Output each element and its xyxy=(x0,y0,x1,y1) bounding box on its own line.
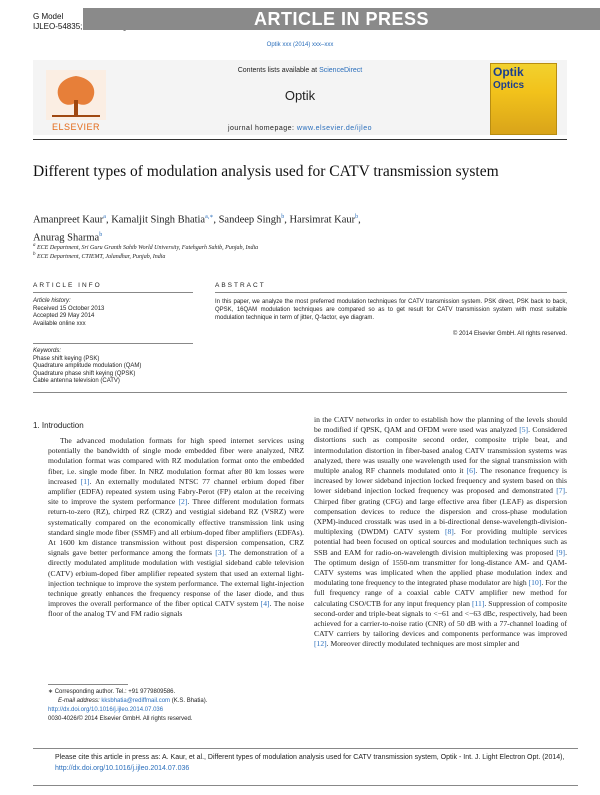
article-code: IJLEO-54835; xyxy=(33,22,83,31)
abstract-bottom-rule xyxy=(33,392,567,393)
body-left-column xyxy=(48,436,304,620)
citation-link[interactable]: [1] xyxy=(80,476,90,486)
cover-subtitle: Optics xyxy=(493,80,525,91)
citation-link[interactable]: [9] xyxy=(556,547,566,557)
author-separator: , xyxy=(358,214,361,226)
received-date: Received 15 October 2013 xyxy=(33,305,105,312)
doi-link[interactable]: http://dx.doi.org/10.1016/j.ijleo.2014.07.036 xyxy=(48,707,164,713)
footnote-rule xyxy=(48,684,128,685)
body-text: . The optimum design of 1550-nm transmitter for long-distance AM- and QAM-CATV systems was implicated when the applied phase modulation index and modulating tone frequency to the integrated phase modulator are high xyxy=(314,547,567,588)
body-text: . For providing multiple services potential had been focused on optical sources and modulation techniques such as SSB and EAM for radio-on-wavelength division multiplexing was proposed xyxy=(314,527,567,557)
elsevier-tree-logo xyxy=(46,70,106,120)
author-list xyxy=(33,210,553,245)
body-right-column xyxy=(314,415,567,650)
author-affil-mark[interactable]: b xyxy=(99,231,103,238)
author-name: Amanpreet Kaur xyxy=(33,214,104,226)
info-rule xyxy=(33,343,193,344)
sciencedirect-link[interactable]: ScienceDirect xyxy=(319,67,363,74)
citation-link[interactable]: [5] xyxy=(519,425,529,435)
keyword-item: Phase shift keying (PSK) xyxy=(33,355,100,362)
keywords-label: Keywords: xyxy=(33,348,62,354)
email-suffix: (K.S. Bhatia). xyxy=(170,698,208,704)
homepage-prefix: journal homepage: xyxy=(227,125,297,132)
abstract-copyright: © 2014 Elsevier GmbH. All rights reserved. xyxy=(452,331,567,337)
affiliation-b xyxy=(33,251,553,261)
email-label: E-mail address: xyxy=(58,698,102,704)
citation-link[interactable]: [4] xyxy=(260,599,270,609)
issn-line: 0030-4026/© 2014 Elsevier GmbH. All rights reserved. xyxy=(48,716,193,722)
keyword-item: Quadrature phase shift keying (QPSK) xyxy=(33,370,136,377)
author-affil-mark[interactable]: a,∗ xyxy=(205,214,214,220)
affil-text: ECE Department, CTIEMT, Jalandhar, Punjab, India xyxy=(35,254,166,260)
journal-homepage-line xyxy=(120,125,480,132)
article-info-heading: ARTICLE INFO xyxy=(33,282,102,289)
affil-mark: a xyxy=(33,243,36,248)
cover-title: Optik xyxy=(493,65,524,79)
author-affil-mark[interactable]: b xyxy=(281,214,285,220)
affil-mark: b xyxy=(33,252,36,257)
journal-name: Optik xyxy=(284,88,316,103)
body-text: . For the full frequency range of a coaxial cable CATV amplifier new method for calculating CSO/CTB for any input frequency plan xyxy=(314,578,567,608)
body-text: . Moreover directly modulated techniques are most simpler and xyxy=(326,639,520,649)
body-text: . The resonance frequency is increased by lower sideband injection locked frequency and system based on this lower sideband injection locked frequency was proposed and demonstrated xyxy=(314,466,567,496)
footnotes xyxy=(48,688,278,724)
citation-link[interactable]: [3] xyxy=(215,548,225,558)
abstract-rule xyxy=(215,292,567,293)
citation-link[interactable]: [11] xyxy=(471,598,485,608)
corresponding-author-note: ∗ Corresponding author. Tel.: +91 9779809586. xyxy=(48,689,176,695)
body-text: . The demonstration of a directly modulated amplitude modulation with vestigial sideband cable television (CATV) erbium-doped fiber amplifier repeated system that used an external light-injection technique to improve the system performance. The external light-injection technique greatly enhances the frequency response of the laser diode, and thus improves the overall performance of the fiber optical CATV system xyxy=(48,548,304,609)
citation-box-text xyxy=(55,752,575,774)
article-history xyxy=(33,298,193,328)
article-title: Different types of modulation analysis used for CATV transmission system xyxy=(33,163,499,180)
author-name: Anurag Sharma xyxy=(33,232,100,243)
author-affil-mark[interactable]: a xyxy=(103,214,106,220)
section-heading-introduction: 1. Introduction xyxy=(33,421,84,430)
author-name: , Kamaljit Singh Bhatia xyxy=(105,214,206,226)
contents-line xyxy=(120,67,480,74)
body-text: . Three different modulation formats return-to-zero (RZ), chirped RZ (CRZ) and vestigial sideband RZ (VSRZ) were systematically compared on the economically effective transmission link using standard single mode fiber (SSMF) and all erbium-doped fiber amplifiers (EDFAs). At 1600 km distance transmission without post dispersion compensation, CRZ signals gave better performance among the formats xyxy=(48,497,304,558)
body-text: . Considered distortions such as composite second order, composite triple beat, and intermodulation distortion in fiber-based analog CATV transmission systems was analyzed, there was usually one wavelength used for the signal transmission with multiple analog RF channels modulated onto it xyxy=(314,425,567,476)
body-text: . Chirped fiber grating (CFG) and large effective area fiber (LEAF) as dispersion compensation devices to reduce the dispersion and cross-phase modulation (XPM)-induced crosstalk was used in a bi-directional dense-wavelength-division-multiplexing (DWDM) CATV system xyxy=(314,486,567,537)
citation-doi-link[interactable]: http://dx.doi.org/10.1016/j.ijleo.2014.07.036 xyxy=(55,765,190,772)
citation-link[interactable]: [7] xyxy=(556,486,566,496)
gmodel-label: G Model xyxy=(33,12,64,21)
citation-link[interactable]: [8] xyxy=(444,527,454,537)
citation-link[interactable]: [12] xyxy=(314,639,327,649)
body-text: . An externally modulated NTSC 77 channel erbium doped fiber amplifier (EDFA) repeated system using Fabry-Perot (FP) etalon at the receiving site to improve the system performance xyxy=(48,476,304,507)
citation-link[interactable]: [2] xyxy=(178,497,188,507)
body-text: in the CATV networks in order to establish how the planning of the levels should be modified if QPSK, QAM and OFDM were used was analyzed xyxy=(314,415,567,435)
body-paragraph xyxy=(314,415,567,650)
body-text: . Suppression of composite second-order and triple-beat signals to <−61 and <−63 dBc, respectively, had been achieved for a carrier-to-noise ratio (CNR) of 50 dB with a 77-channel loading of CATV carriers by tailoring devices and components performance was improved xyxy=(314,598,567,639)
body-text: . The noise floor of the analog TV and FM radio signals xyxy=(48,599,304,619)
author-name: , Harsimrat Kaur xyxy=(284,214,356,226)
contents-prefix: Contents lists available at xyxy=(237,67,320,74)
online-date: Available online xxx xyxy=(33,320,86,327)
abstract-heading: ABSTRACT xyxy=(215,282,266,289)
keyword-item: Quadrature amplitude modulation (QAM) xyxy=(33,363,142,369)
header-divider xyxy=(33,139,567,140)
homepage-link[interactable]: www.elsevier.de/ijleo xyxy=(296,125,373,132)
email-note xyxy=(48,697,278,706)
body-text: The advanced modulation formats for high speed internet services using potentially the bandwidth of single mode embedded fiber were analyzed, NRZ modulation format was compared with RZ modulation format onto the embedded fiber, i.e. single mode fiber. In NRZ modulation format after 80 km losses were increased xyxy=(48,436,304,486)
author-affil-mark[interactable]: b xyxy=(355,214,359,220)
journal-citation-line[interactable]: Optik xxx (2014) xxx–xxx xyxy=(266,42,334,48)
citation-prefix: Please cite this article in press as: A. Kaur, et al., Different types of modulation analysis used for CATV transmission system, Optik - Int. J. Light Electron Opt. (2014), xyxy=(55,754,565,761)
keyword-item: Cable antenna television (CATV) xyxy=(33,378,120,384)
history-label: Article history: xyxy=(33,298,71,304)
info-rule xyxy=(33,292,193,293)
article-in-press-banner: ARTICLE IN PRESS xyxy=(83,8,600,30)
elsevier-wordmark: ELSEVIER xyxy=(51,122,101,132)
email-link[interactable]: kksbhatia@rediffmail.com xyxy=(101,698,171,704)
author-name: , Sandeep Singh xyxy=(213,214,282,226)
accepted-date: Accepted 29 May 2014 xyxy=(33,313,95,319)
keywords-block xyxy=(33,348,193,386)
citation-link[interactable]: [6] xyxy=(466,466,476,476)
abstract-text: In this paper, we analyze the most preferred modulation techniques for CATV transmission system. PSK direct, PSK back to back, QPSK, 16QAM modulation techniques are compared so as to get result for CATV transmission system with most suitable modulation technique in term of jitter, Q-factor, eye diagram. xyxy=(215,299,567,321)
affil-text: ECE Department, Sri Guru Granth Sahib World University, Fatehgarh Sahib, Punjab, India xyxy=(35,245,259,251)
body-paragraph xyxy=(48,436,304,620)
citation-link[interactable]: [10] xyxy=(528,578,542,588)
